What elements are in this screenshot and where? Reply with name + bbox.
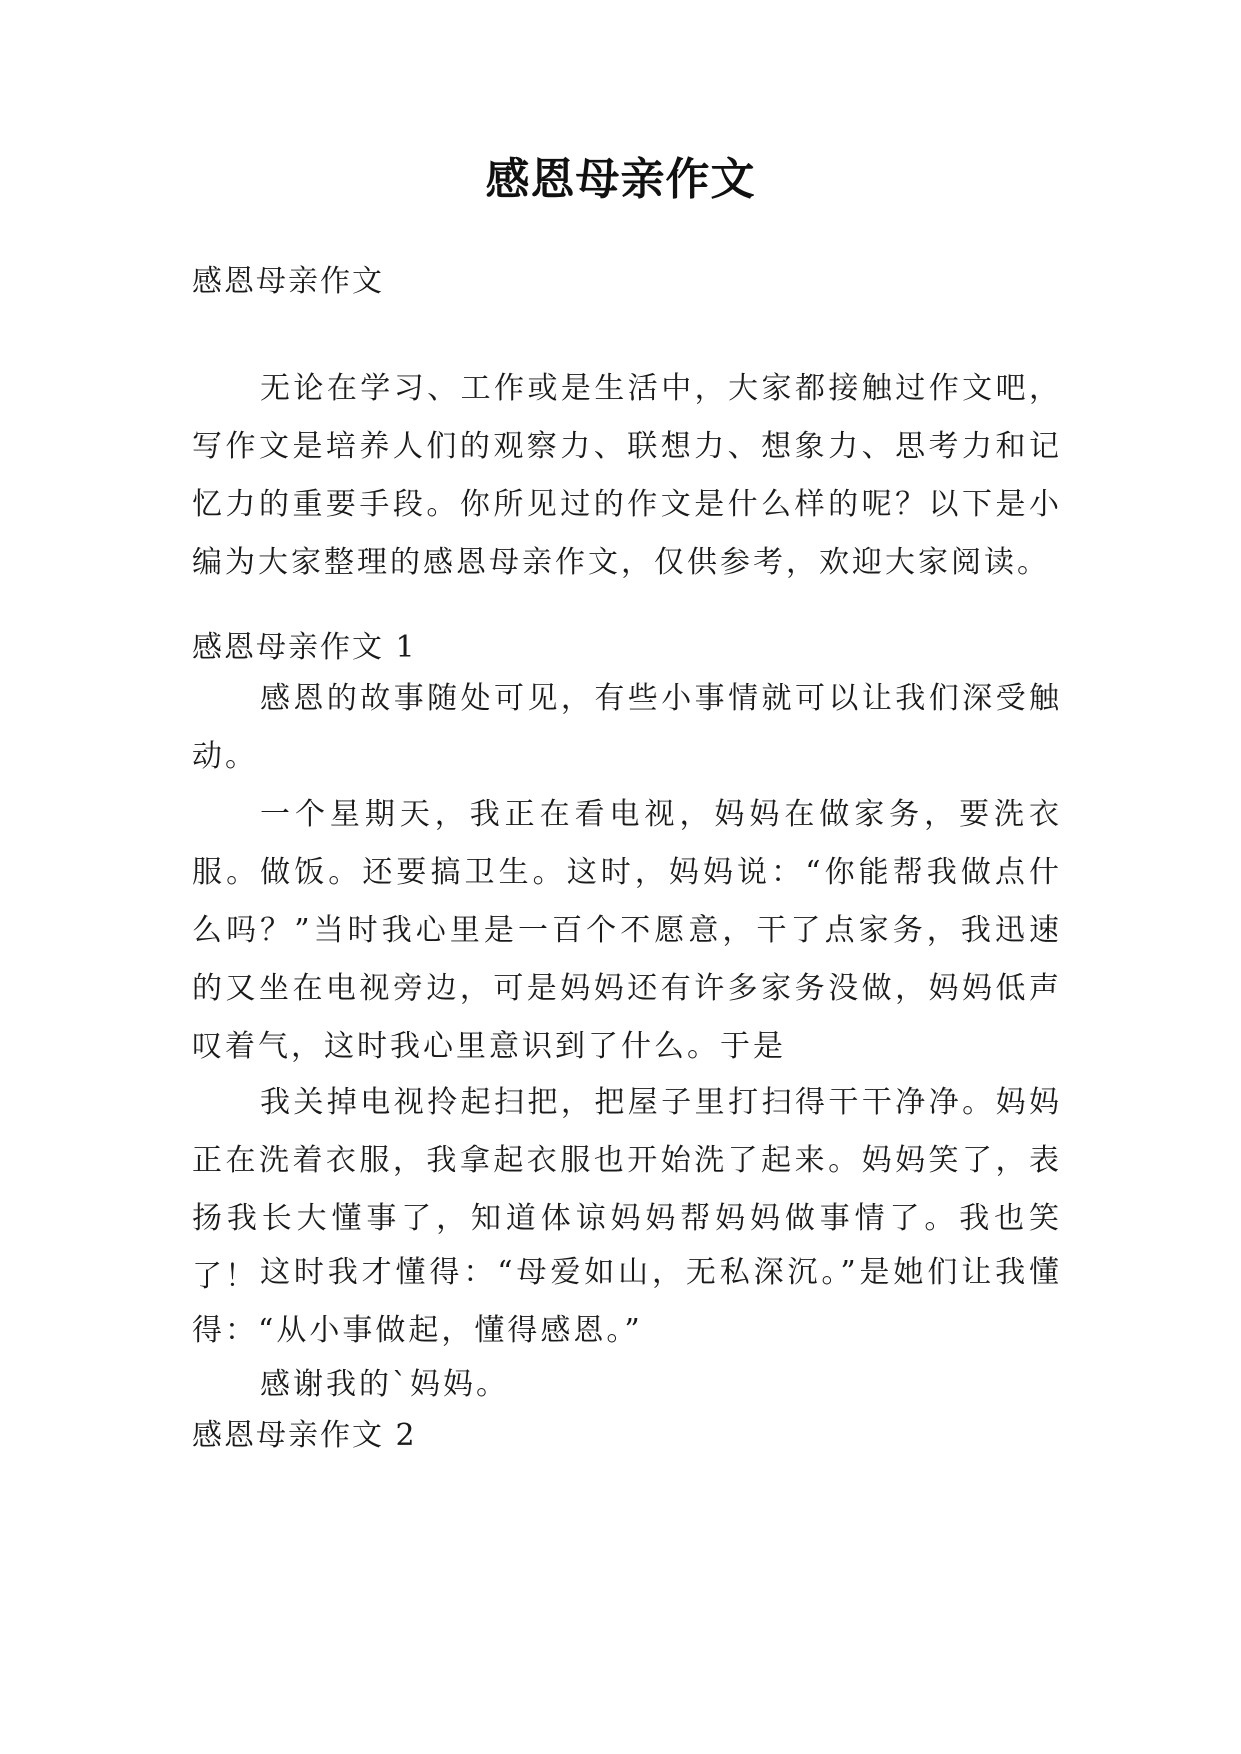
section-heading-1: 感恩母亲作文 1 bbox=[192, 630, 417, 665]
intro-paragraph: 无论在学习、工作或是生活中，大家都接触过作文吧，写作文是培养人们的观察力、联想力、想象力、思考力和记忆力的重要手段。你所见过的作文是什么样的呢？以下是小编为大家整理的感恩母亲作文，仅供参考，欢迎大家阅读。 bbox=[192, 371, 1062, 580]
section1-paragraph-2: 一个星期天，我正在看电视，妈妈在做家务，要洗衣服。做饭。还要搞卫生。这时，妈妈说：“你能帮我做点什么吗？”当时我心里是一百个不愿意，干了点家务，我迅速的又坐在电视旁边，可是妈妈还有许多家务没做，妈妈低声叹着气，这时我心里意识到了什么。于是 bbox=[192, 797, 1062, 1064]
section-heading-2: 感恩母亲作文 2 bbox=[192, 1418, 417, 1453]
section1-paragraph-1: 感恩的故事随处可见，有些小事情就可以让我们深受触动。 bbox=[192, 681, 1062, 774]
section1-paragraph-5: 感谢我的`妈妈。 bbox=[260, 1367, 509, 1402]
section1-paragraph-3: 我关掉电视拎起扫把，把屋子里打扫得干干净净。妈妈正在洗着衣服，我拿起衣服也开始洗了起来。妈妈笑了，表扬我长大懂事了，知道体谅妈妈帮妈妈做事情了。我也笑了！ bbox=[192, 1085, 1062, 1294]
section1-paragraph-4: 这时我才懂得：“母爱如山，无私深沉。”是她们让我懂得：“从小事做起，懂得感恩。” bbox=[192, 1255, 1062, 1348]
document-title: 感恩母亲作文 bbox=[485, 154, 756, 205]
document-subtitle: 感恩母亲作文 bbox=[192, 264, 384, 299]
